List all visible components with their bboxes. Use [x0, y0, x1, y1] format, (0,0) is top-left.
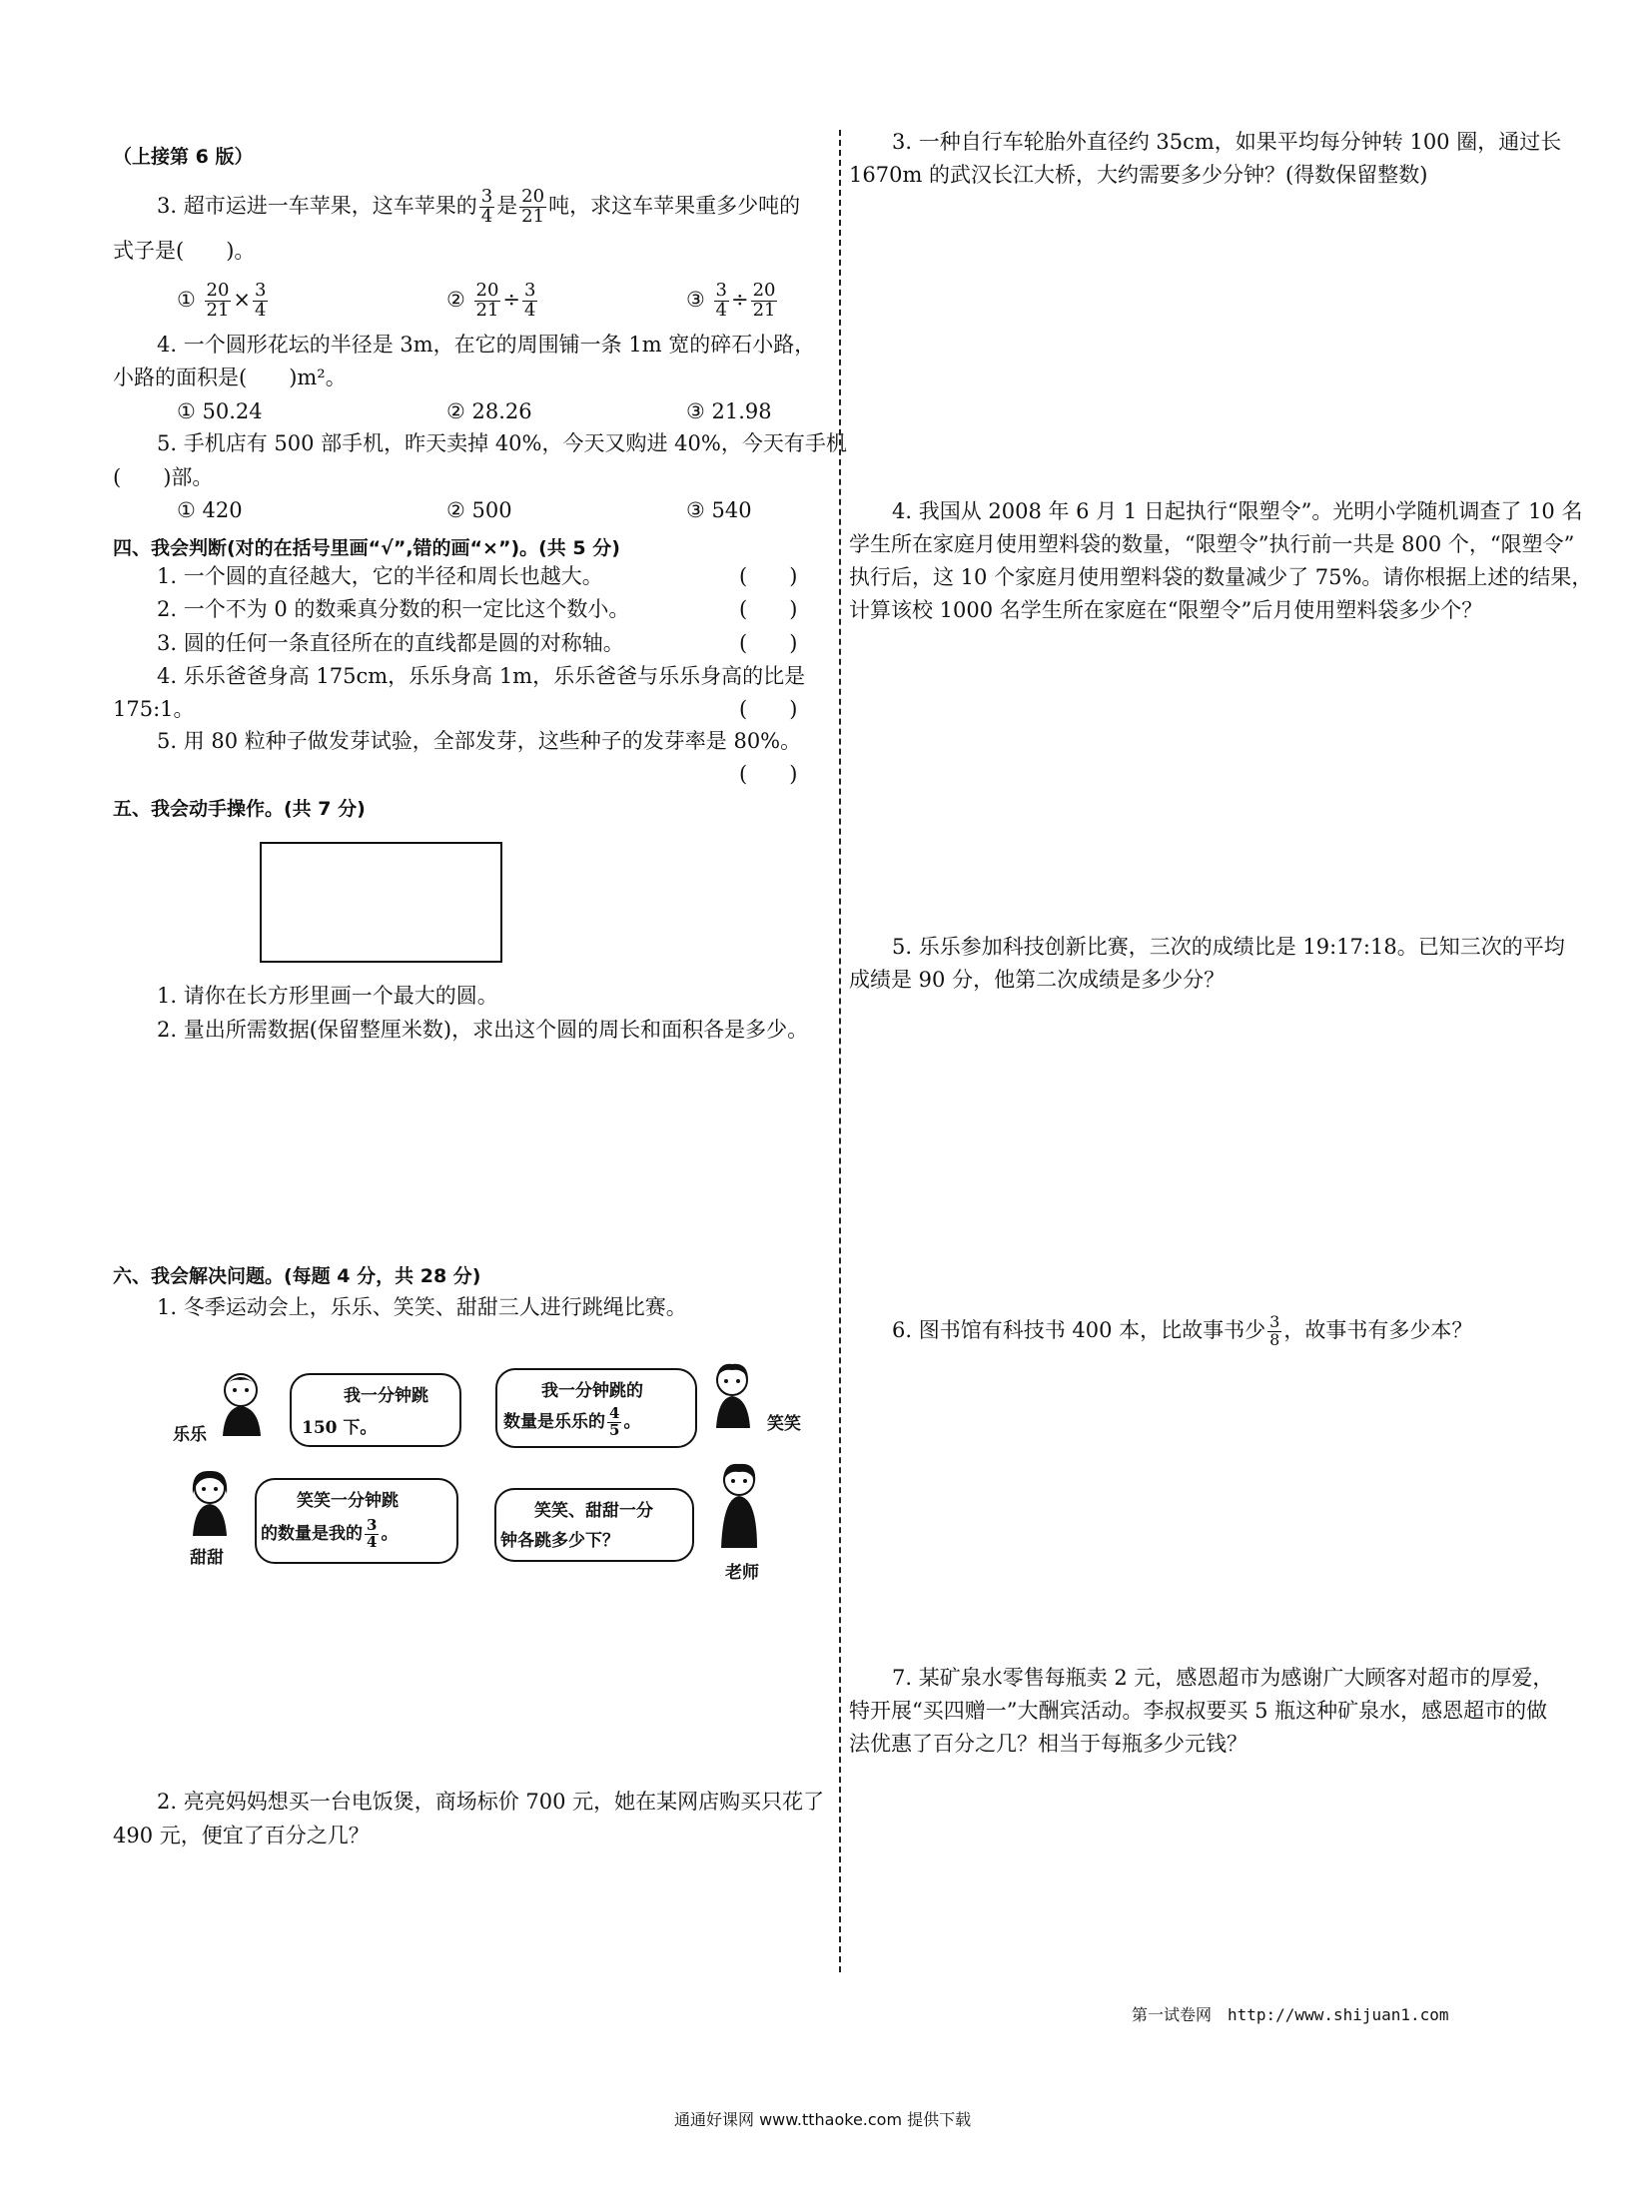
- tiantian-figure-icon: [183, 1468, 237, 1542]
- left-q4-line2: 小路的面积是( )m²。: [113, 366, 347, 389]
- column-divider: [839, 130, 841, 1972]
- judge-item-2: 2. 一个不为 0 的数乘真分数的积一定比这个数小。: [157, 597, 630, 621]
- left-q5-line1: 5. 手机店有 500 部手机，昨天卖掉 40%，今天又购进 40%，今天有手机: [157, 431, 847, 455]
- left-q4-line1: 4. 一个圆形花坛的半径是 3m，在它的周围铺一条 1m 宽的碎石小路，: [157, 333, 816, 357]
- left-q4-option-1: ① 50.24: [177, 399, 263, 423]
- judge-item-1: 1. 一个圆的直径越大，它的半径和周长也越大。: [157, 564, 603, 588]
- tiantian-bubble: 笑笑一分钟跳 的数量是我的 $\frac{3}{4}$ 。: [255, 1478, 458, 1564]
- right-q4-line3: 执行后，这 10 个家庭月使用塑料袋的数量减少了 75%。请你根据上述的结果，: [849, 565, 1593, 589]
- right-q7-line1: 7. 某矿泉水零售每瓶卖 2 元，感恩超市为感谢广大顾客对超市的厚爱，: [892, 1666, 1554, 1690]
- teacher-bubble: 笑笑、甜甜一分 钟各跳多少下？: [494, 1488, 694, 1562]
- download-footer: 通通好课网 www.tthaoke.com 提供下载: [674, 2110, 972, 2129]
- tiantian-name: 甜甜: [190, 1548, 224, 1568]
- section-4-title: 四、我会判断(对的在括号里画“√”,错的画“×”)。(共 5 分): [113, 537, 620, 559]
- left-q4-option-3: ③ 21.98: [686, 399, 772, 423]
- judge-item-4: 4. 乐乐爸爸身高 175cm，乐乐身高 1m，乐乐爸爸与乐乐身高的比是: [157, 664, 806, 688]
- operate-item-1: 1. 请你在长方形里画一个最大的圆。: [157, 984, 498, 1008]
- section-6-title: 六、我会解决问题。(每题 4 分，共 28 分): [113, 1265, 481, 1287]
- teacher-name: 老师: [725, 1563, 759, 1583]
- right-q5-line2: 成绩是 90 分，他第二次成绩是多少分？: [849, 968, 1226, 992]
- right-q6: 6. 图书馆有科技书 400 本，比故事书少 $\frac{3}{8}$ ，故事书有多少本？: [892, 1312, 1473, 1349]
- xiaoxiao-figure-icon: [704, 1360, 760, 1434]
- left-q3-option-1: ① $\frac{20}{21}$ × $\frac{3}{4}$: [177, 280, 267, 321]
- left-q3-option-3: ③ $\frac{3}{4}$ ÷ $\frac{20}{21}$: [686, 280, 776, 321]
- right-q7-line2: 特开展“买四赠一”大酬宾活动。李叔叔要买 5 瓶这种矿泉水，感恩超市的做: [849, 1699, 1548, 1723]
- right-q4-line2: 学生所在家庭月使用塑料袋的数量，“限塑令”执行前一共是 800 个，“限塑令”: [849, 532, 1575, 556]
- left-q3-option-2: ② $\frac{20}{21}$ ÷ $\frac{3}{4}$: [446, 280, 536, 321]
- drawing-rectangle[interactable]: [260, 842, 502, 963]
- section-5-title: 五、我会动手操作。(共 7 分): [113, 798, 366, 820]
- judge-item-3: 3. 圆的任何一条直径所在的直线都是圆的对称轴。: [157, 631, 624, 655]
- site-footer: 第一试卷网 http://www.shijuan1.com: [1132, 2005, 1449, 2024]
- lele-figure-icon: [213, 1368, 273, 1442]
- left-q3-line1: 3. 超市运进一车苹果，这车苹果的 $\frac{3}{4}$ 是 $\frac{20}{21}$ 吨，求这车苹果重多少吨的: [157, 186, 801, 227]
- lele-name: 乐乐: [173, 1425, 207, 1445]
- right-q4-line4: 计算该校 1000 名学生所在家庭在“限塑令”后月使用塑料袋多少个？: [849, 598, 1483, 622]
- judge-paren-4[interactable]: ( ): [739, 697, 798, 721]
- judge-paren-1[interactable]: ( ): [739, 564, 798, 588]
- continued-note: （上接第 6 版）: [113, 146, 254, 168]
- left-q5-line2: ( )部。: [113, 465, 214, 489]
- solve-q2-line1: 2. 亮亮妈妈想买一台电饭煲，商场标价 700 元，她在某网店购买只花了: [157, 1790, 825, 1814]
- judge-paren-5[interactable]: ( ): [739, 762, 798, 786]
- left-q5-option-3: ③ 540: [686, 498, 752, 522]
- judge-item-4-cont: 175:1。: [113, 697, 195, 721]
- operate-item-2: 2. 量出所需数据(保留整厘米数)，求出这个圆的周长和面积各是多少。: [157, 1018, 809, 1042]
- right-q7-line3: 法优惠了百分之几？相当于每瓶多少元钱？: [849, 1732, 1247, 1756]
- right-q3-line1: 3. 一种自行车轮胎外直径约 35cm，如果平均每分钟转 100 圈，通过长: [892, 130, 1562, 154]
- xiaoxiao-bubble: 我一分钟跳的 数量是乐乐的 $\frac{4}{5}$ 。: [495, 1368, 697, 1448]
- right-q3-line2: 1670m 的武汉长江大桥，大约需要多少分钟？(得数保留整数): [849, 163, 1428, 187]
- left-q4-option-2: ② 28.26: [446, 399, 532, 423]
- xiaoxiao-name: 笑笑: [767, 1414, 801, 1434]
- right-q4-line1: 4. 我国从 2008 年 6 月 1 日起执行“限塑令”。光明小学随机调查了 10 名: [892, 499, 1583, 523]
- judge-item-5: 5. 用 80 粒种子做发芽试验，全部发芽，这些种子的发芽率是 80%。: [157, 729, 802, 753]
- solve-q1: 1. 冬季运动会上，乐乐、笑笑、甜甜三人进行跳绳比赛。: [157, 1295, 687, 1319]
- teacher-figure-icon: [711, 1460, 767, 1554]
- left-q3-line2: 式子是( )。: [113, 239, 256, 263]
- right-q5-line1: 5. 乐乐参加科技创新比赛，三次的成绩比是 19:17:18。已知三次的平均: [892, 935, 1565, 959]
- left-q5-option-2: ② 500: [446, 498, 512, 522]
- left-q5-option-1: ① 420: [177, 498, 243, 522]
- fraction: $\frac{20}{21}$: [521, 186, 545, 227]
- judge-paren-2[interactable]: ( ): [739, 597, 798, 621]
- lele-bubble: 我一分钟跳 150 下。: [290, 1373, 461, 1447]
- judge-paren-3[interactable]: ( ): [739, 631, 798, 655]
- fraction: $\frac{3}{4}$: [480, 186, 493, 227]
- solve-q2-line2: 490 元，便宜了百分之几？: [113, 1824, 370, 1847]
